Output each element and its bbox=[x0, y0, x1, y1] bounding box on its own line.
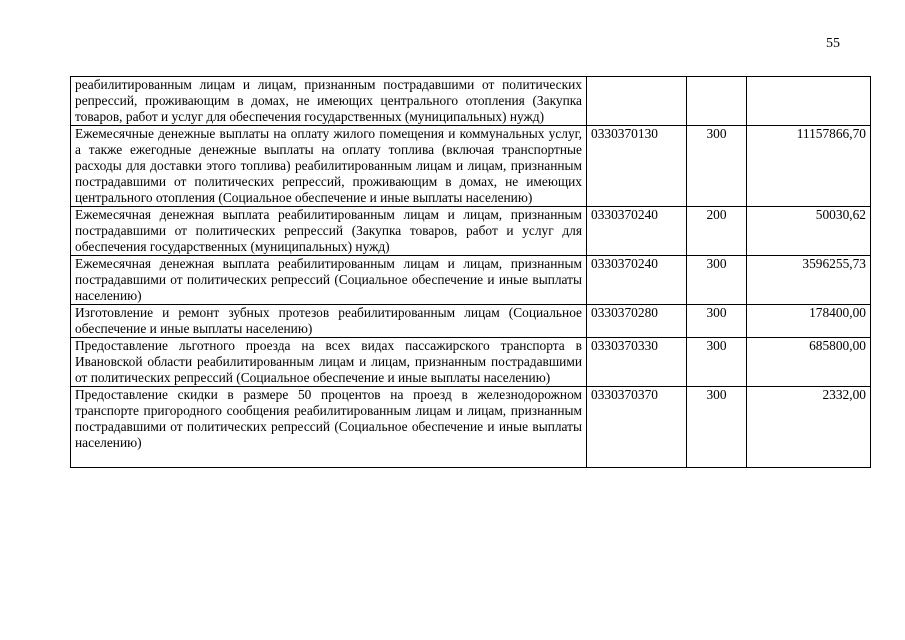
row-expense-type: 300 bbox=[687, 305, 747, 338]
row-amount: 2332,00 bbox=[747, 387, 871, 468]
row-amount: 11157866,70 bbox=[747, 126, 871, 207]
row-expense-type: 200 bbox=[687, 207, 747, 256]
row-expense-type: 300 bbox=[687, 338, 747, 387]
table-row bbox=[71, 338, 871, 387]
row-amount bbox=[747, 77, 871, 126]
table-row bbox=[71, 305, 871, 338]
row-description: Ежемесячная денежная выплата реабилитированным лицам и лицам, признанным пострадавшими от политических репрессий (Социальное обеспечение и иные выплаты населению) bbox=[71, 256, 587, 305]
table-row bbox=[71, 77, 871, 126]
row-amount: 178400,00 bbox=[747, 305, 871, 338]
row-description: Предоставление скидки в размере 50 процентов на проезд в железнодорожном транспорте пригородного сообщения реабилитированным лицам и лицам, признанным пострадавшими от политических репрессий (Социальное обеспечение и иные выплаты населению) bbox=[71, 387, 587, 468]
row-target-code: 0330370330 bbox=[587, 338, 687, 387]
row-amount: 3596255,73 bbox=[747, 256, 871, 305]
row-expense-type bbox=[687, 77, 747, 126]
row-target-code: 0330370370 bbox=[587, 387, 687, 468]
table-row bbox=[71, 387, 871, 468]
row-description: Ежемесячные денежные выплаты на оплату жилого помещения и коммунальных услуг, а также ежегодные денежные выплаты на оплату топлива (включая транспортные расходы для доставки этого топлива) реабилитированным лицам и лицам, признанным пострадавшими от политических репрессий, проживающим в домах, не имеющих центрального отопления (Социальное обеспечение и иные выплаты населению) bbox=[71, 126, 587, 207]
row-description: реабилитированным лицам и лицам, признанным пострадавшими от политических репрессий, проживающим в домах, не имеющих центрального отопления (Закупка товаров, работ и услуг для обеспечения государственных (муниципальных) нужд) bbox=[71, 77, 587, 126]
row-description: Изготовление и ремонт зубных протезов реабилитированным лицам (Социальное обеспечение и иные выплаты населению) bbox=[71, 305, 587, 338]
row-amount: 685800,00 bbox=[747, 338, 871, 387]
row-expense-type: 300 bbox=[687, 126, 747, 207]
row-expense-type: 300 bbox=[687, 256, 747, 305]
row-target-code: 0330370280 bbox=[587, 305, 687, 338]
row-description: Ежемесячная денежная выплата реабилитированным лицам и лицам, признанным пострадавшими от политических репрессий (Закупка товаров, работ и услуг для обеспечения государственных (муниципальных) нужд) bbox=[71, 207, 587, 256]
row-target-code: 0330370130 bbox=[587, 126, 687, 207]
row-expense-type: 300 bbox=[687, 387, 747, 468]
row-target-code bbox=[587, 77, 687, 126]
table-row bbox=[71, 126, 871, 207]
budget-table bbox=[70, 76, 871, 468]
table-row bbox=[71, 256, 871, 305]
row-target-code: 0330370240 bbox=[587, 207, 687, 256]
page-number: 55 bbox=[826, 36, 840, 51]
row-target-code: 0330370240 bbox=[587, 256, 687, 305]
row-amount: 50030,62 bbox=[747, 207, 871, 256]
table-row bbox=[71, 207, 871, 256]
row-description: Предоставление льготного проезда на всех видах пассажирского транспорта в Ивановской области реабилитированным лицам и лицам, признанным пострадавшими от политических репрессий (Социальное обеспечение и иные выплаты населению) bbox=[71, 338, 587, 387]
